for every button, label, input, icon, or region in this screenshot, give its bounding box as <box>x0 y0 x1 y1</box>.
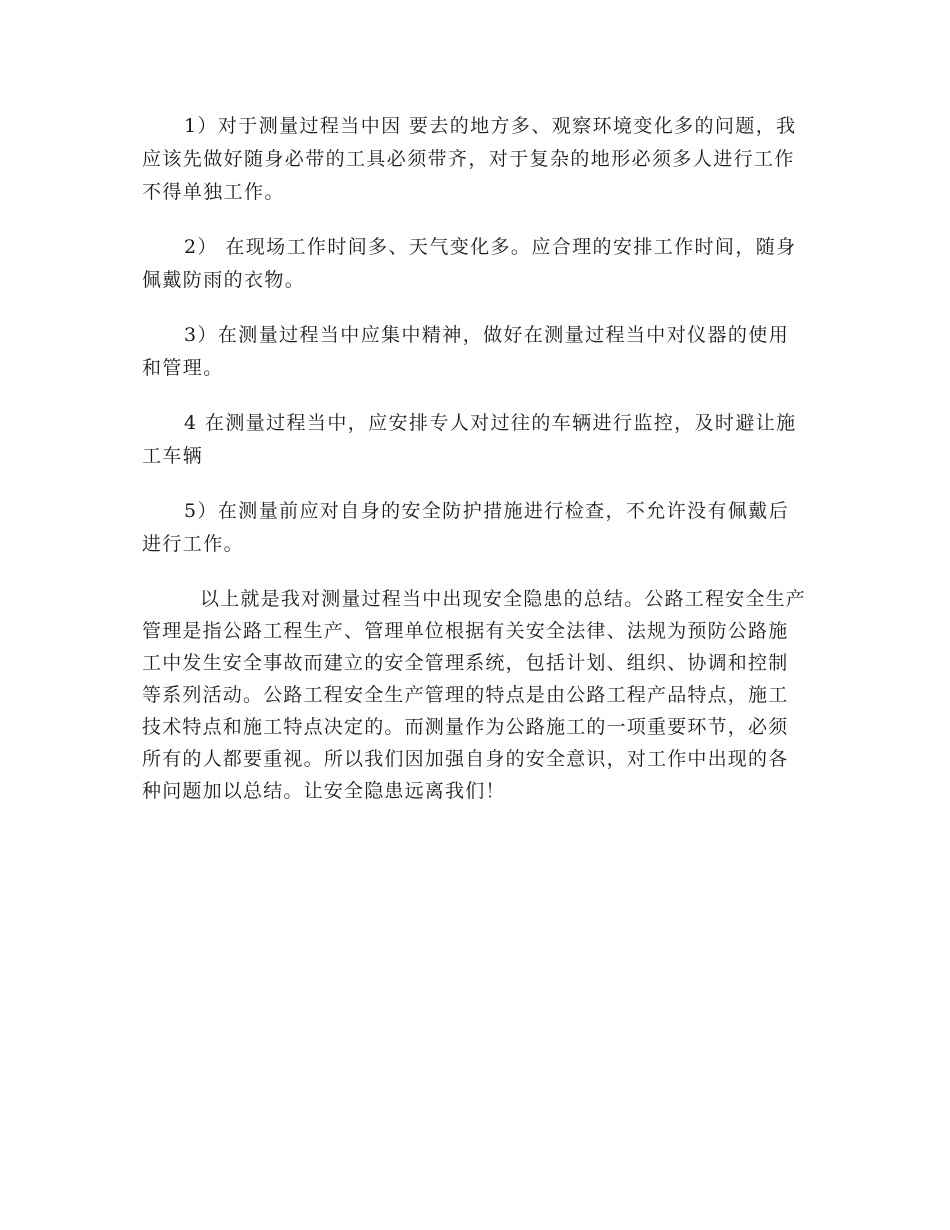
paragraph-item-2: 2） 在现场工作时间多、天气变化多。应合理的安排工作时间，随身佩戴防雨的衣物。 <box>142 236 797 291</box>
summary-paragraph: 以上就是我对测量过程当中出现安全隐患的总结。公路工程安全生产管理是指公路工程生产、管理单位根据有关安全法律、法规为预防公路施工中发生安全事故而建立的安全管理系统，包括计划、组织、协调和控制等系列活动。公路工程安全生产管理的特点是由公路工程产品特点，施工技术特点和施工特点决定的。而测量作为公路施工的一项重要环节，必须所有的人都要重视。所以我们因加强自身的安全意识，对工作中出现的各种问题加以总结。让安全隐患远离我们！ <box>142 588 807 802</box>
document-body <box>142 110 808 829</box>
paragraph-item-4: 4 在测量过程当中，应安排专人对过往的车辆进行监控，及时避让施工车辆 <box>142 412 797 467</box>
paragraph-item-5: 5）在测量前应对自身的安全防护措施进行检查，不允许没有佩戴后进行工作。 <box>142 500 790 555</box>
paragraph-item-3: 3）在测量过程当中应集中精神，做好在测量过程当中对仪器的使用和管理。 <box>142 324 790 379</box>
paragraph-item-1: 1）对于测量过程当中因 要去的地方多、观察环境变化多的问题，我应该先做好随身必带的工具必须带齐，对于复杂的地形必须多人进行工作不得单独工作。 <box>142 115 797 203</box>
